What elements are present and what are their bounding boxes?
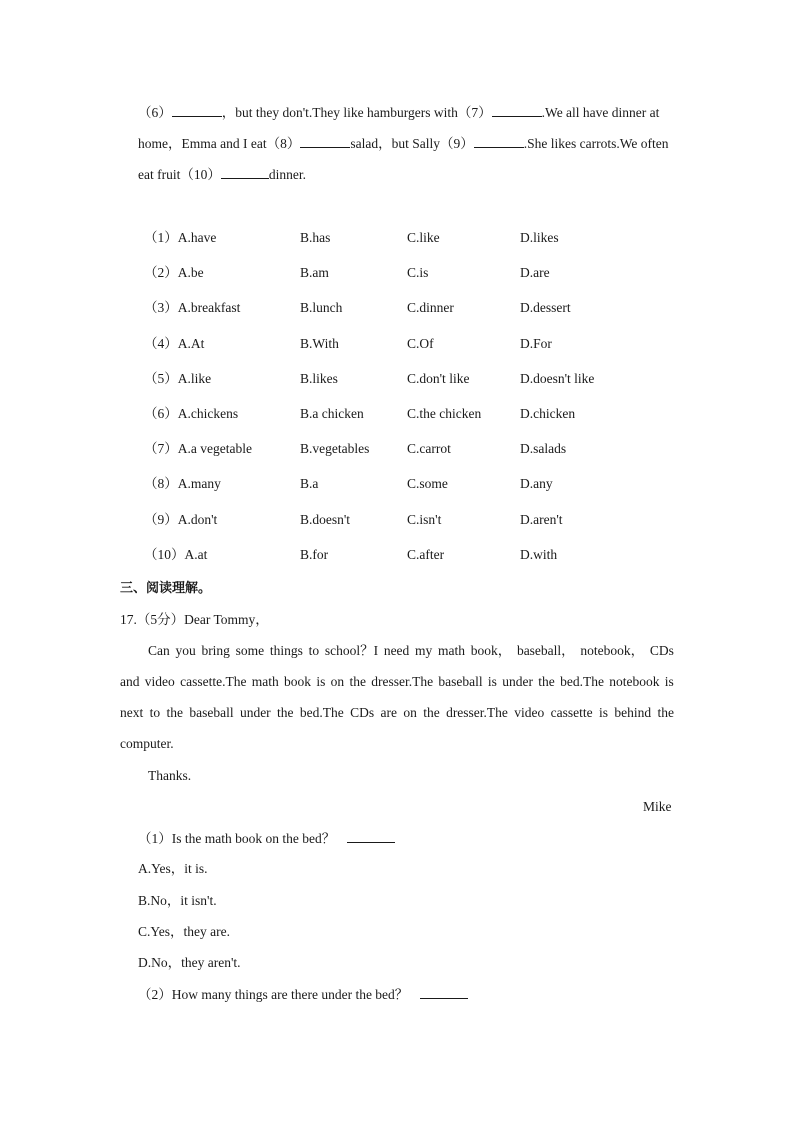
letter-word: next	[120, 705, 144, 720]
letter-word: the	[349, 674, 366, 689]
letter-word: CDs	[649, 643, 674, 658]
letter-para-line-3	[120, 704, 674, 722]
letter-word: things	[269, 643, 303, 658]
letter-para-line-1	[148, 642, 674, 660]
letter-word: to	[308, 643, 320, 658]
sub-question-1-text: （1）Is the math book on the bed？	[138, 831, 336, 846]
passage-line-3	[138, 165, 306, 184]
answer-blank[interactable]	[300, 134, 350, 148]
letter-word: bring	[201, 643, 230, 658]
letter-word: video	[514, 705, 545, 720]
letter-word: behind	[614, 705, 652, 720]
passage-text: home，Emma and I eat（8）	[138, 136, 301, 151]
letter-word: to	[149, 705, 161, 720]
letter-word: the	[166, 705, 183, 720]
option-d: D.are	[520, 265, 550, 280]
option-d: D.For	[520, 336, 552, 351]
letter-word: the	[538, 674, 555, 689]
option-b: B.a chicken	[300, 406, 364, 421]
option-d: D.aren't	[520, 512, 563, 527]
letter-word: book，	[470, 643, 512, 658]
option-a: （3）A.breakfast	[144, 300, 241, 315]
letter-word: some	[235, 643, 265, 658]
choice-B: B.No，it isn't.	[138, 893, 217, 908]
option-d: D.likes	[520, 230, 559, 245]
letter-word: on	[403, 705, 417, 720]
letter-word: math	[438, 643, 465, 658]
letter-word: Can	[148, 643, 170, 658]
letter-word: CDs	[350, 705, 375, 720]
letter-thanks: Thanks.	[148, 768, 192, 783]
option-d: D.chicken	[520, 406, 576, 421]
letter-word: under	[502, 674, 533, 689]
passage-text: （6）	[138, 105, 172, 120]
letter-word: the	[423, 705, 440, 720]
letter-word: under	[239, 705, 271, 720]
option-c: C.Of	[407, 336, 434, 351]
option-c: C.some	[407, 476, 448, 491]
letter-word: notebook	[609, 674, 660, 689]
choice-C: C.Yes，they are.	[138, 924, 230, 939]
letter-word: baseball，	[516, 643, 575, 658]
letter-word: the	[657, 705, 674, 720]
option-a: （5）A.like	[144, 371, 212, 386]
passage-text: ，but they don't.They like hamburgers with（7）	[221, 105, 492, 120]
option-a: （2）A.be	[144, 265, 204, 280]
option-c: C.dinner	[407, 300, 454, 315]
passage-text: dinner.	[268, 167, 306, 182]
option-c: C.is	[407, 265, 429, 280]
option-b: B.likes	[300, 371, 338, 386]
letter-word: you	[175, 643, 196, 658]
letter-word: is	[664, 674, 674, 689]
answer-blank[interactable]	[221, 165, 269, 179]
option-a: （4）A.At	[144, 336, 205, 351]
passage-line-1	[138, 103, 659, 122]
letter-word: baseball	[189, 705, 234, 720]
option-c: C.after	[407, 547, 445, 562]
letter-para-line-4: computer.	[120, 736, 174, 751]
sub-question-2	[138, 985, 468, 1004]
letter-word: need	[383, 643, 410, 658]
option-b: B.lunch	[300, 300, 343, 315]
sub-question-1	[138, 829, 395, 848]
letter-word: school？I	[324, 643, 379, 658]
answer-blank[interactable]	[492, 103, 542, 117]
option-b: B.has	[300, 230, 331, 245]
sub-question-2-text: （2）How many things are there under the bed？	[138, 987, 409, 1002]
letter-word: on	[330, 674, 345, 689]
option-a: （7）A.a vegetable	[144, 441, 252, 456]
choice-D: D.No，they aren't.	[138, 955, 241, 970]
passage-text: salad，but Sally（9）	[350, 136, 474, 151]
passage-text: .We all have dinner at	[541, 105, 660, 120]
question-17-header: 17.（5分）Dear Tommy，	[120, 612, 269, 627]
option-b: B.vegetables	[300, 441, 370, 456]
option-d: D.any	[520, 476, 553, 491]
letter-word: cassette	[550, 705, 593, 720]
letter-para-line-2	[120, 673, 674, 691]
answer-blank[interactable]	[474, 134, 524, 148]
option-d: D.dessert	[520, 300, 571, 315]
passage-text: eat fruit（10）	[138, 167, 221, 182]
option-b: B.doesn't	[300, 512, 351, 527]
option-d: D.with	[520, 547, 558, 562]
answer-blank[interactable]	[347, 829, 395, 843]
letter-word: the	[277, 705, 294, 720]
letter-word: is	[598, 705, 608, 720]
option-d: D.salads	[520, 441, 567, 456]
letter-word: bed.The	[560, 674, 604, 689]
letter-word: dresser.The	[446, 705, 508, 720]
answer-blank[interactable]	[172, 103, 222, 117]
option-b: B.for	[300, 547, 329, 562]
letter-word: video	[144, 674, 175, 689]
letter-word: dresser.The	[371, 674, 434, 689]
letter-signature: Mike	[643, 799, 672, 814]
letter-word: are	[380, 705, 397, 720]
passage-line-2	[138, 134, 668, 153]
letter-word: math	[251, 674, 279, 689]
option-c: C.isn't	[407, 512, 442, 527]
letter-word: cassette.The	[180, 674, 247, 689]
letter-word: and	[120, 674, 140, 689]
option-c: C.carrot	[407, 441, 451, 456]
letter-word: notebook，	[580, 643, 645, 658]
letter-word: bed.The	[299, 705, 344, 720]
answer-blank[interactable]	[420, 985, 468, 999]
option-c: C.the chicken	[407, 406, 482, 421]
choice-A: A.Yes，it is.	[138, 861, 208, 876]
option-c: C.like	[407, 230, 440, 245]
letter-word: is	[487, 674, 497, 689]
option-a: （1）A.have	[144, 230, 217, 245]
letter-word: is	[316, 674, 326, 689]
letter-word: my	[415, 643, 433, 658]
passage-text: .She likes carrots.We often	[523, 136, 669, 151]
option-b: B.a	[300, 476, 319, 491]
option-a: （6）A.chickens	[144, 406, 239, 421]
option-b: B.am	[300, 265, 329, 280]
option-a: （10）A.at	[144, 547, 208, 562]
option-d: D.doesn't like	[520, 371, 595, 386]
option-b: B.With	[300, 336, 339, 351]
option-c: C.don't like	[407, 371, 470, 386]
option-a: （8）A.many	[144, 476, 221, 491]
section-title: 三、阅读理解。	[120, 581, 212, 596]
letter-word: book	[284, 674, 312, 689]
option-a: （9）A.don't	[144, 512, 218, 527]
letter-word: baseball	[438, 674, 483, 689]
